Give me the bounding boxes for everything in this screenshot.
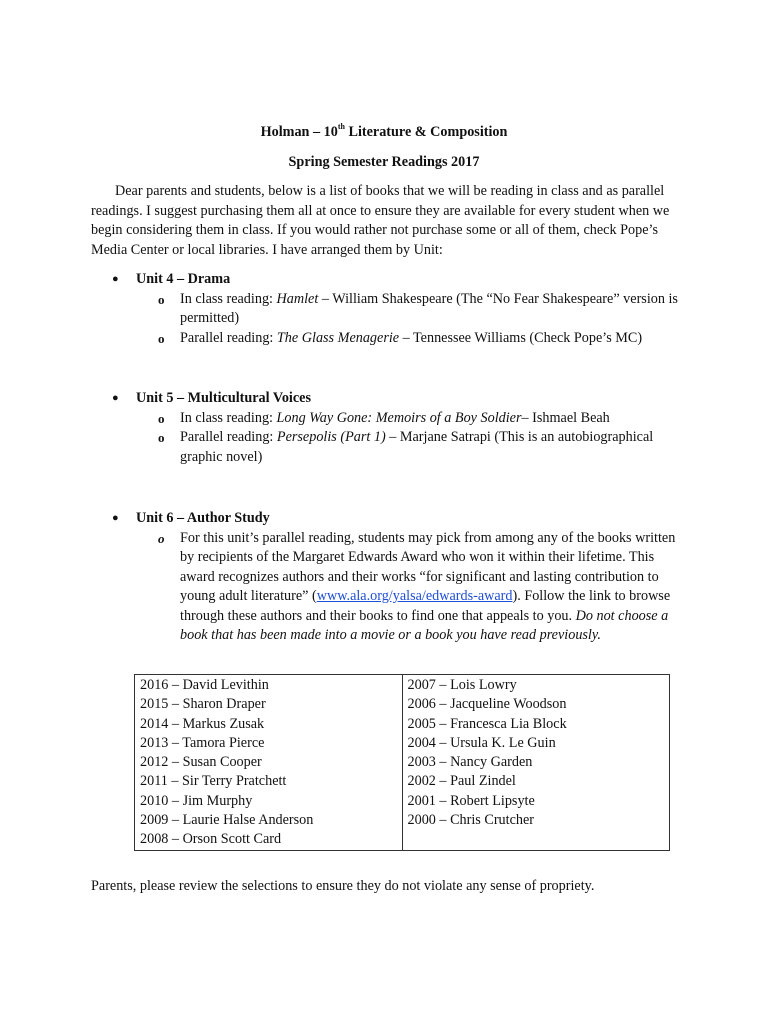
book-title: Long Way Gone: Memoirs of a Boy Soldier <box>276 409 522 426</box>
list-item: 2014 – Markus Zusak <box>140 715 265 732</box>
list-item: 2002 – Paul Zindel <box>407 773 516 790</box>
unit-5-heading <box>112 389 692 409</box>
list-item: 2004 – Ursula K. Le Guin <box>407 734 556 751</box>
unit-4-section <box>112 270 692 348</box>
list-item: 2011 – Sir Terry Pratchett <box>140 773 287 790</box>
item-text-continued: ). Follow the link to browse through these authors and their books to find one that appeals to you. <box>180 588 671 624</box>
list-item: 2012 – Susan Cooper <box>140 754 262 771</box>
list-item: 2000 – Chris Crutcher <box>407 812 534 829</box>
unit-4-heading <box>112 270 692 290</box>
unit-6-section <box>112 509 692 646</box>
book-title: Persepolis (Part 1) <box>276 429 386 445</box>
item-text: For this unit’s parallel reading, students may pick from among any of the books written by recipients of the Margaret Edwards Award who won it within their lifetime. This award recognizes authors and their works “for significant and lasting contribution to young adult literature” ( <box>180 529 676 604</box>
unit-4-list <box>112 290 692 349</box>
table-row <box>135 675 670 851</box>
unit-5-section <box>112 389 692 467</box>
list-item <box>112 329 692 349</box>
list-item: 2013 – Tamora Pierce <box>140 734 265 751</box>
item-prefix: In class reading: <box>180 290 277 307</box>
bullet-icon: ● <box>112 512 119 524</box>
book-title: The Glass Menagerie <box>276 329 400 346</box>
unit-5-title: Unit 5 – Multicultural Voices <box>136 390 311 406</box>
sub-bullet-icon: o <box>158 330 165 346</box>
title-text-rest: Literature & Composition <box>344 124 508 140</box>
awards-table <box>134 674 670 851</box>
intro-paragraph: Dear parents and students, below is a list of books that we will be reading in class and as parallel readings. I suggest purchasing them all at once to ensure they are available for every student when we begin considering them in class. If you would rather not purchase some or all of them, check Pope’s Media Center or local libraries. I have arranged them by Unit: <box>91 183 670 258</box>
list-item <box>112 409 692 429</box>
unit-6-heading <box>112 509 692 529</box>
sub-bullet-icon: o <box>158 291 165 307</box>
list-item: 2005 – Francesca Lia Block <box>407 715 567 732</box>
unit-5-list <box>112 409 692 468</box>
sub-bullet-icon: o <box>158 410 165 426</box>
book-title: Hamlet <box>276 290 319 307</box>
list-item: 2016 – David Levithin <box>140 677 269 693</box>
unit-4-title: Unit 4 – Drama <box>136 271 231 287</box>
list-item: 2008 – Orson Scott Card <box>140 831 282 848</box>
page-subtitle: Spring Semester Readings 2017 <box>288 154 480 170</box>
item-note: Do not choose a book that has been made into a movie or a book you have read previously. <box>180 607 669 643</box>
list-item: 2003 – Nancy Garden <box>407 754 533 771</box>
awards-right-column <box>402 675 670 851</box>
bullet-icon: ● <box>112 273 119 285</box>
list-item: 2006 – Jacqueline Woodson <box>407 696 567 713</box>
sub-bullet-icon: o <box>158 430 165 445</box>
item-author: – Tennessee Williams (Check Pope’s MC) <box>399 329 643 346</box>
list-item <box>112 428 692 467</box>
item-prefix: In class reading: <box>180 409 277 426</box>
list-item <box>112 529 692 646</box>
edwards-award-link[interactable]: www.ala.org/yalsa/edwards-award <box>316 588 513 604</box>
list-item: 2015 – Sharon Draper <box>140 696 266 713</box>
item-prefix: Parallel reading: <box>180 329 277 346</box>
unit-6-title: Unit 6 – Author Study <box>136 510 270 526</box>
item-author: – Marjane Satrapi (This is an autobiographical graphic novel) <box>180 429 654 465</box>
list-item: 2007 – Lois Lowry <box>407 677 517 693</box>
item-author: – William Shakespeare (The “No Fear Shakespeare” version is permitted) <box>180 290 678 326</box>
awards-left-column <box>135 675 403 851</box>
unit-6-list <box>112 529 692 646</box>
sub-bullet-icon: o <box>158 530 165 546</box>
closing-note: Parents, please review the selections to ensure they do not violate any sense of propriety. <box>91 878 595 894</box>
page-title <box>0 123 768 143</box>
item-prefix: Parallel reading: <box>180 429 277 445</box>
item-author: – Ishmael Beah <box>521 409 610 426</box>
title-superscript: th <box>337 122 345 132</box>
list-item: 2010 – Jim Murphy <box>140 792 253 809</box>
list-item: 2009 – Laurie Halse Anderson <box>140 812 314 829</box>
title-text: Holman – 10 <box>260 124 338 140</box>
list-item: 2001 – Robert Lipsyte <box>407 792 535 809</box>
bullet-icon: ● <box>112 392 119 404</box>
list-item <box>112 290 692 329</box>
